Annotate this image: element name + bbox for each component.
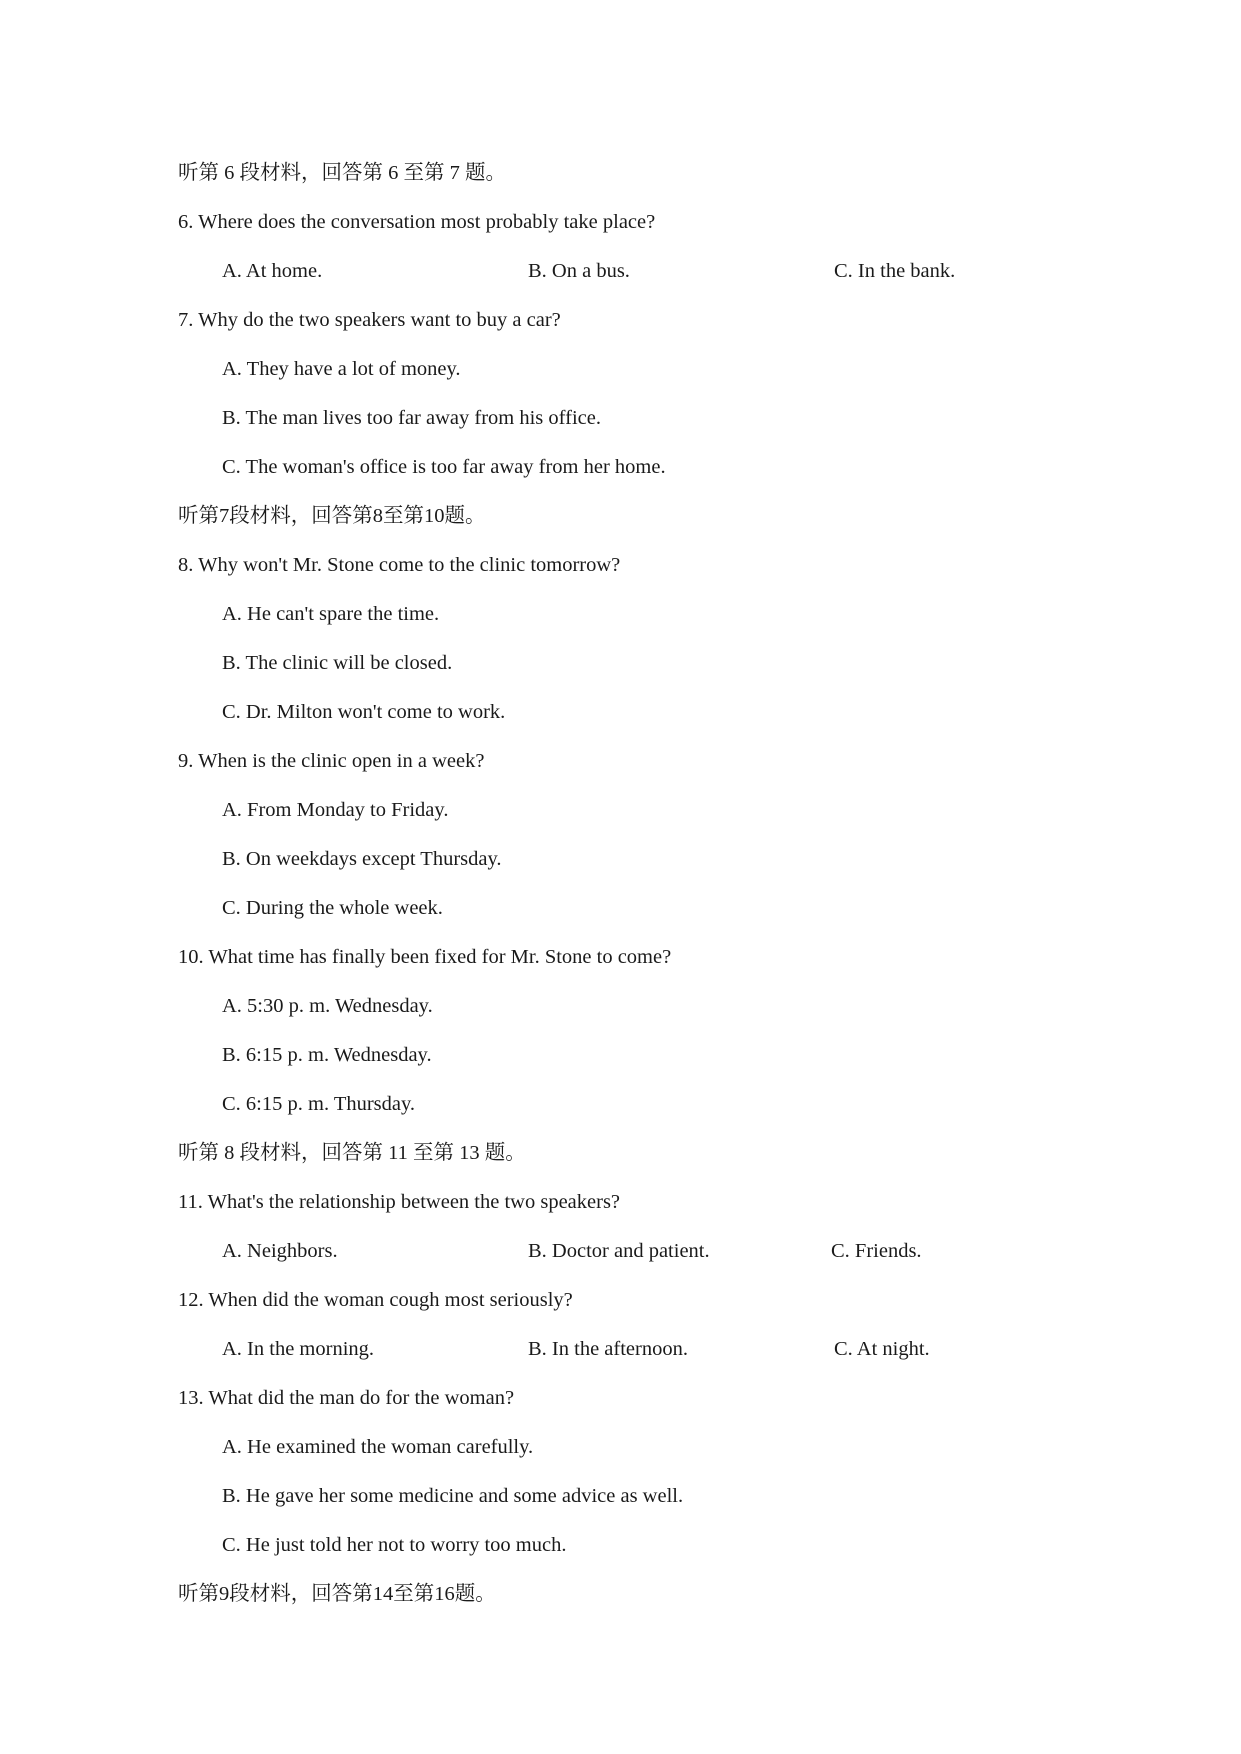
question-11-option-a: A. Neighbors.: [222, 1240, 338, 1262]
question-9-option-b: B. On weekdays except Thursday.: [222, 848, 502, 870]
section-heading-6: 听第 6 段材料，回答第 6 至第 7 题。: [178, 162, 506, 184]
section-heading-9: 听第9段材料，回答第14至第16题。: [178, 1583, 496, 1605]
question-6-option-a: A. At home.: [222, 260, 323, 282]
question-8-option-b: B. The clinic will be closed.: [222, 652, 453, 674]
section-heading-8: 听第 8 段材料，回答第 11 至第 13 题。: [178, 1142, 526, 1164]
question-8-option-c: C. Dr. Milton won't come to work.: [222, 701, 506, 723]
question-8: 8. Why won't Mr. Stone come to the clinic tomorrow?: [178, 554, 621, 576]
question-9-option-c: C. During the whole week.: [222, 897, 443, 919]
question-6-option-c: C. In the bank.: [834, 260, 956, 282]
question-7-option-a: A. They have a lot of money.: [222, 358, 461, 380]
question-13-option-a: A. He examined the woman carefully.: [222, 1436, 534, 1458]
question-12-option-c: C. At night.: [834, 1338, 930, 1360]
question-10-option-a: A. 5:30 p. m. Wednesday.: [222, 995, 433, 1017]
question-6-option-b: B. On a bus.: [528, 260, 630, 282]
question-7: 7. Why do the two speakers want to buy a car?: [178, 309, 561, 331]
question-12-option-b: B. In the afternoon.: [528, 1338, 688, 1360]
question-9: 9. When is the clinic open in a week?: [178, 750, 485, 772]
question-13-option-c: C. He just told her not to worry too much.: [222, 1534, 567, 1556]
question-10: 10. What time has finally been fixed for Mr. Stone to come?: [178, 946, 672, 968]
question-11-option-c: C. Friends.: [831, 1240, 922, 1262]
question-10-option-b: B. 6:15 p. m. Wednesday.: [222, 1044, 432, 1066]
question-12: 12. When did the woman cough most seriously?: [178, 1289, 573, 1311]
question-7-option-b: B. The man lives too far away from his office.: [222, 407, 601, 429]
question-13: 13. What did the man do for the woman?: [178, 1387, 515, 1409]
question-13-option-b: B. He gave her some medicine and some advice as well.: [222, 1485, 684, 1507]
question-8-option-a: A. He can't spare the time.: [222, 603, 440, 625]
question-11: 11. What's the relationship between the two speakers?: [178, 1191, 621, 1213]
question-6: 6. Where does the conversation most probably take place?: [178, 211, 656, 233]
question-9-option-a: A. From Monday to Friday.: [222, 799, 449, 821]
question-11-option-b: B. Doctor and patient.: [528, 1240, 710, 1262]
section-heading-7: 听第7段材料，回答第8至第10题。: [178, 505, 486, 527]
question-12-option-a: A. In the morning.: [222, 1338, 375, 1360]
question-7-option-c: C. The woman's office is too far away from her home.: [222, 456, 666, 478]
question-10-option-c: C. 6:15 p. m. Thursday.: [222, 1093, 416, 1115]
